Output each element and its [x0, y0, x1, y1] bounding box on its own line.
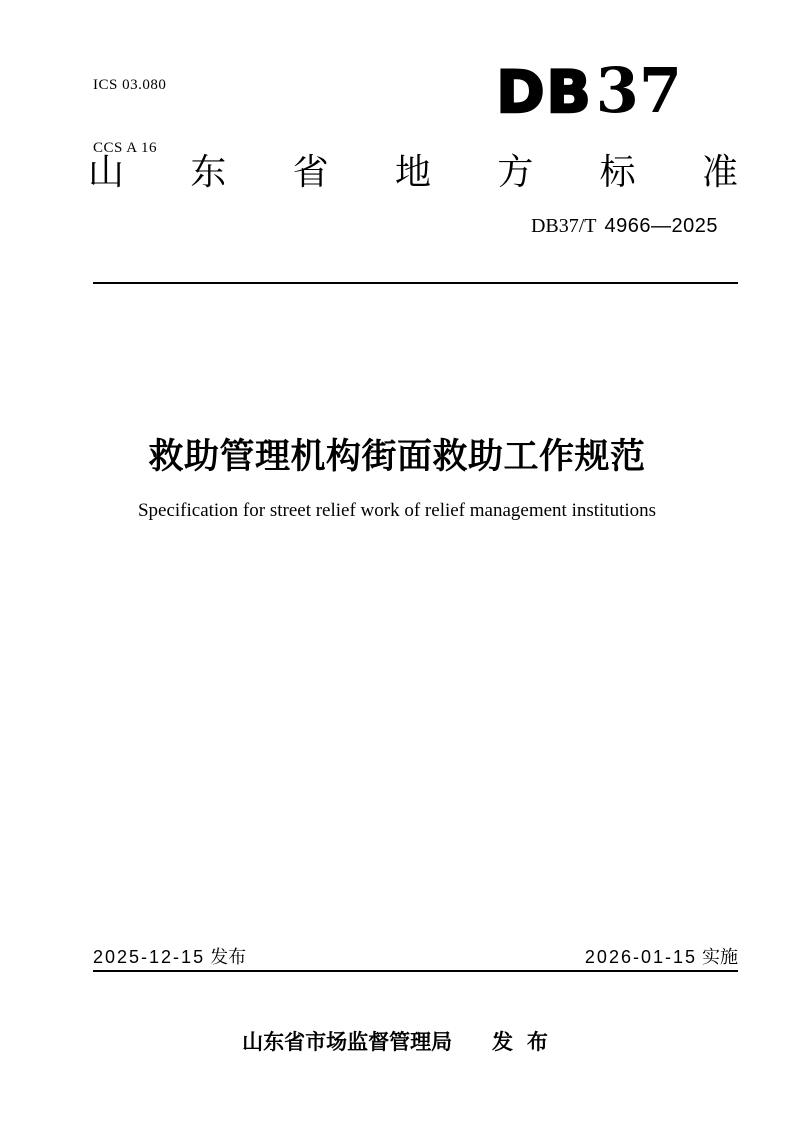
standard-type-heading — [88, 151, 738, 193]
db37-logo — [496, 54, 682, 127]
document-code-prefix: DB37/T — [530, 215, 597, 237]
document-title-english: Specification for street relief work of relief management institutions — [137, 500, 657, 521]
publisher-row — [0, 1026, 794, 1056]
standard-name-char: 省 — [292, 151, 329, 192]
issue-date — [93, 943, 246, 969]
ccs-code: CCS A 16 — [93, 140, 158, 156]
ics-code: ICS 03.080 — [93, 77, 167, 93]
dates-row — [93, 943, 738, 969]
implementation-date — [585, 943, 738, 969]
db37-logo-db-text: DB — [496, 58, 593, 126]
implementation-date-label: 实施 — [702, 947, 738, 967]
issue-date-label: 发布 — [210, 947, 247, 967]
issue-date-value: 2025-12-15 — [93, 947, 206, 967]
standard-name-char: 地 — [394, 151, 431, 192]
standard-name-char: 山 — [88, 151, 125, 192]
standard-name-char: 准 — [701, 151, 738, 192]
publish-action-label: 发 布 — [492, 1031, 552, 1054]
footer-rule — [93, 970, 738, 972]
document-title-chinese: 救助管理机构街面救助工作规范 — [148, 437, 646, 476]
document-code — [531, 215, 718, 238]
standard-name-char: 东 — [190, 151, 227, 192]
standard-name-char: 标 — [599, 151, 636, 192]
publisher-name: 山东省市场监督管理局 — [242, 1031, 453, 1054]
implementation-date-value: 2026-01-15 — [584, 947, 697, 967]
db37-logo-number: 37 — [595, 54, 682, 127]
header-rule — [93, 282, 738, 284]
document-code-number: 4966—2025 — [604, 215, 718, 237]
standard-name-char: 方 — [497, 151, 534, 192]
